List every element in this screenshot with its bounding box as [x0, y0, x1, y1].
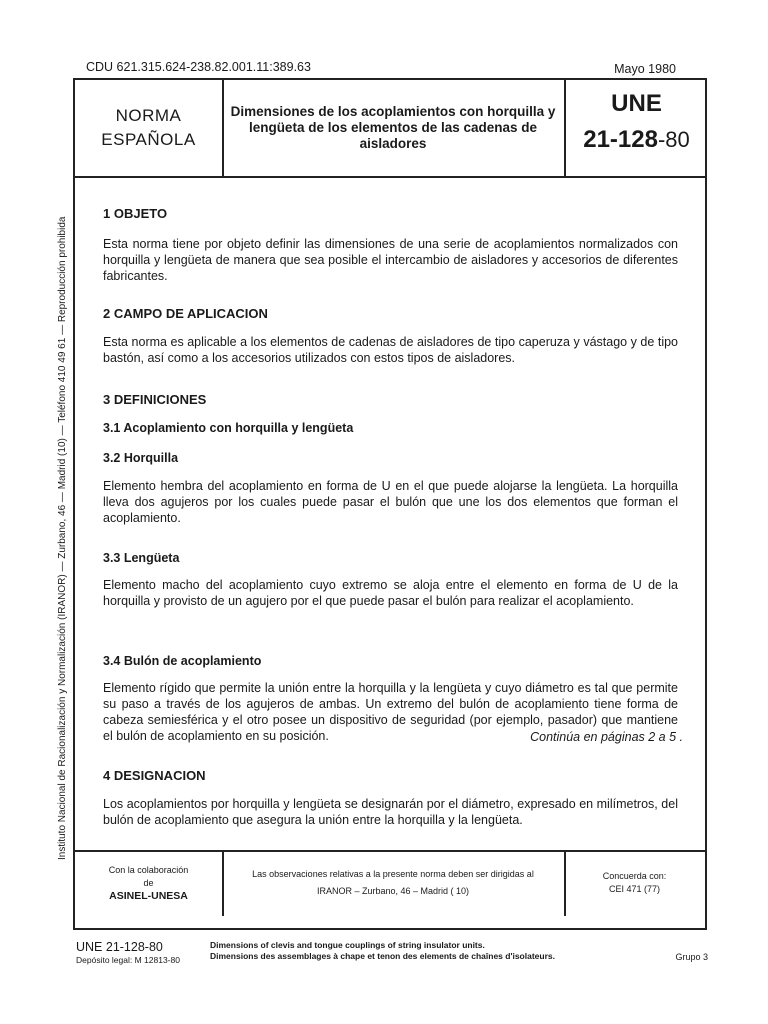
section-3-2-heading: 3.2 Horquilla — [103, 451, 179, 465]
header-bottom-rule — [75, 176, 705, 178]
section-3-3-heading: 3.3 Lengüeta — [103, 551, 180, 565]
publication-date: Mayo 1980 — [614, 62, 676, 76]
obs-line-2: IRANOR – Zurbano, 46 – Madrid ( 10) — [316, 886, 470, 896]
section-3-1-heading: 3.1 Acoplamiento con horquilla y lengüeta — [103, 421, 354, 435]
concord-line-1: Concuerda con: — [602, 871, 667, 881]
espanola-label: ESPAÑOLA — [101, 130, 196, 149]
section-2-heading: 2 CAMPO DE APLICACION — [103, 306, 268, 321]
concordance-box — [564, 850, 705, 916]
collab-org: ASINEL-UNESA — [109, 889, 188, 902]
standard-number-main: 21-128 — [583, 126, 658, 153]
observations-box — [222, 850, 564, 916]
section-4-heading: 4 DESIGNACION — [103, 768, 206, 783]
obs-line-1: Las observaciones relativas a la presente norma deben ser dirigidas al — [252, 869, 534, 879]
une-label: UNE — [611, 90, 662, 117]
standard-code-box — [564, 80, 709, 176]
concord-line-2: CEI 471 (77) — [608, 884, 661, 894]
section-3-4-heading: 3.4 Bulón de acoplamiento — [103, 654, 262, 668]
section-2-text: Esta norma es aplicable a los elementos de cadenas de aisladores de tipo caperuza y vástago y de tipo bastón, así como a los accesorios utilizados con estos tipos de aisladores. — [103, 335, 678, 365]
section-3-3-text: Elemento macho del acoplamiento cuyo extremo se aloja entre el elemento en forma de U de la horquilla y provisto de un agujero por el que puede pasar el bulón para realizar el acoplamiento. — [103, 578, 678, 608]
bottom-standard-code: UNE 21-128-80 — [76, 940, 163, 954]
translated-titles — [210, 940, 555, 962]
title-english: Dimensions of clevis and tongue couplings of string insulator units. — [210, 940, 485, 950]
collab-line-1: Con la colaboración — [108, 864, 189, 875]
cdu-code: CDU 621.315.624-238.82.001.11:389.63 — [86, 60, 311, 74]
standard-year: -80 — [657, 127, 690, 152]
section-3-4-text: Elemento rígido que permite la unión entre la horquilla y la lengüeta y cuyo diámetro es tal que permite su paso a través de los agujeros de ambas. Un extremo del bulón de acoplamiento tiene forma de cabeza semiesférica y el otro posee un dispositivo de seguridad (por ejemplo, pasador) que mantiene el bulón de acoplamiento en su posición. — [103, 681, 678, 743]
norma-label: NORMA — [115, 106, 182, 125]
section-3-2-text: Elemento hembra del acoplamiento en forma de U en el que puede alojarse la lengüeta. La horquilla lleva dos agujeros por los cuales puede pasar el bulón que une los dos elementos que forman el acoplamiento. — [103, 479, 678, 525]
collaboration-box — [75, 850, 222, 916]
section-3-heading: 3 DEFINICIONES — [103, 392, 207, 407]
section-1-text: Esta norma tiene por objeto definir las dimensiones de una serie de acoplamientos normalizados con horquilla y lengüeta de manera que sea posible el intercambio de aisladores y accesorios de diferentes fabricantes. — [103, 237, 678, 283]
standard-number — [564, 126, 709, 154]
collab-line-2: de — [143, 877, 154, 888]
continuation-note: Continúa en páginas 2 a 5 . — [530, 730, 683, 744]
norma-espanola-box — [75, 80, 222, 176]
title-french: Dimensions des assemblages à chape et tenon des elements de chaînes d'isolateurs. — [210, 951, 555, 961]
document-frame — [73, 78, 707, 930]
footer-row — [75, 850, 705, 930]
section-1-heading: 1 OBJETO — [103, 206, 168, 221]
side-institute-text: Instituto Nacional de Racionalización y Normalización (IRANOR) — Zurbano, 46 — Madrid (10) — Teléfono 410 49 61 — Reproducción prohibida — [57, 216, 68, 860]
legal-deposit: Depósito legal: M 12813-80 — [76, 955, 180, 965]
section-4-text: Los acoplamientos por horquilla y lengüeta se designarán por el diámetro, expresado en milímetros, del bulón de acoplamiento que asegura la unión entre la horquilla y la lengüeta. — [103, 797, 678, 827]
group-label: Grupo 3 — [675, 952, 708, 962]
document-title: Dimensiones de los acoplamientos con horquilla y lengüeta de los elementos de las cadenas de aisladores — [230, 104, 556, 151]
